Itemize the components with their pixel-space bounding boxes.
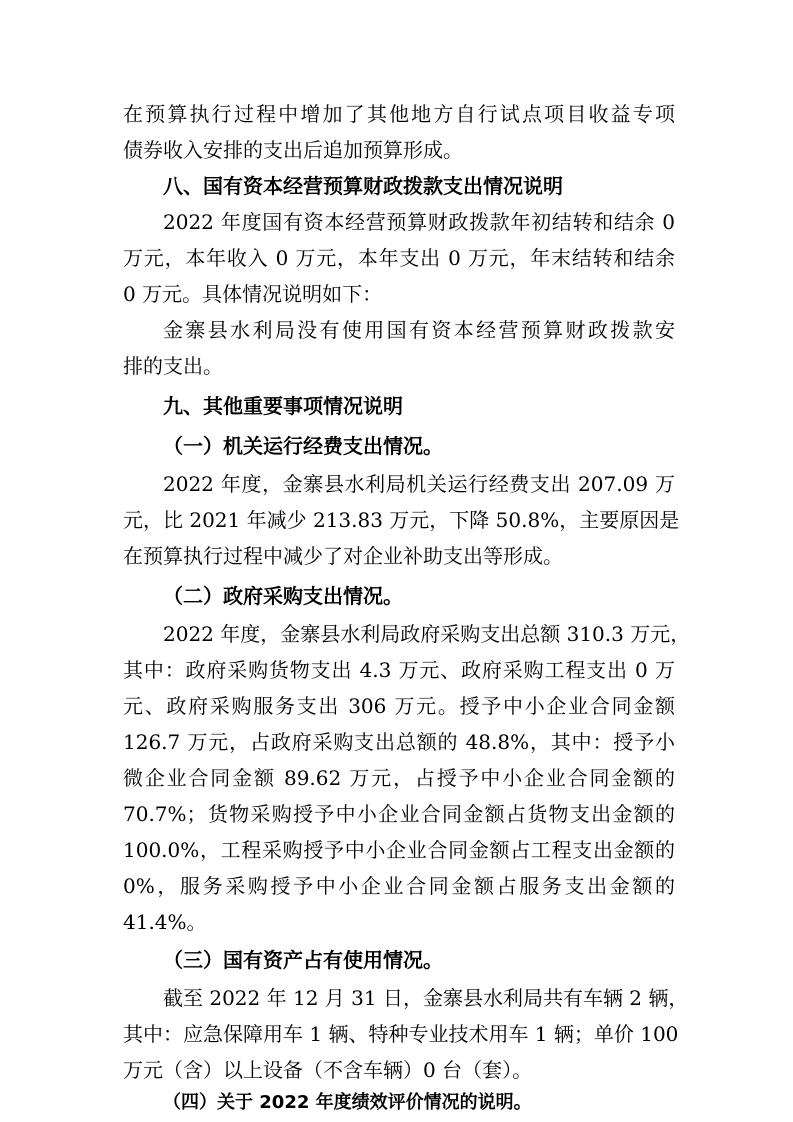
- paragraph-line: 其中：政府采购货物支出 4.3 万元、政府采购工程支出 0 万: [123, 658, 675, 682]
- paragraph-line: 微企业合同金额 89.62 万元，占授予中小企业合同金额的: [123, 766, 675, 790]
- paragraph-line: 0%，服务采购授予中小企业合同金额占服务支出金额的: [123, 874, 675, 898]
- subsection-heading-1: （一）机关运行经费支出情况。: [163, 434, 443, 458]
- section-heading-8: 八、国有资本经营预算财政拨款支出情况说明: [163, 174, 563, 198]
- paragraph-line: 元、政府采购服务支出 306 万元。授予中小企业合同金额: [123, 694, 675, 718]
- paragraph-line: 债券收入安排的支出后追加预算形成。: [123, 138, 463, 162]
- paragraph-line: 2022 年度，金寨县水利局政府采购支出总额 310.3 万元，: [163, 622, 691, 646]
- subsection-heading-3: （三）国有资产占有使用情况。: [163, 948, 443, 972]
- paragraph-line: 万元（含）以上设备（不含车辆）0 台（套）。: [123, 1058, 533, 1082]
- paragraph-line: 在预算执行过程中增加了其他地方自行试点项目收益专项: [123, 102, 675, 126]
- paragraph-line: 0 万元。具体情况说明如下：: [123, 282, 383, 306]
- paragraph-line: 其中：应急保障用车 1 辆、特种专业技术用车 1 辆；单价 100: [123, 1022, 679, 1046]
- paragraph-line: 41.4%。: [123, 910, 207, 934]
- paragraph-line: 截至 2022 年 12 月 31 日，金寨县水利局共有车辆 2 辆，: [163, 986, 689, 1010]
- paragraph-line: 金寨县水利局没有使用国有资本经营预算财政拨款安: [163, 318, 675, 342]
- paragraph-line: 2022 年度，金寨县水利局机关运行经费支出 207.09 万: [163, 472, 675, 496]
- paragraph-line: 100.0%，工程采购授予中小企业合同金额占工程支出金额的: [123, 838, 675, 862]
- paragraph-line: 万元，本年收入 0 万元，本年支出 0 万元，年末结转和结余: [123, 246, 675, 270]
- paragraph-line: 2022 年度国有资本经营预算财政拨款年初结转和结余 0: [163, 210, 675, 234]
- paragraph-line: 元，比 2021 年减少 213.83 万元，下降 50.8%，主要原因是: [123, 508, 680, 532]
- paragraph-line: 126.7 万元，占政府采购支出总额的 48.8%，其中：授予小: [123, 730, 675, 754]
- paragraph-line: 在预算执行过程中减少了对企业补助支出等形成。: [123, 544, 563, 568]
- paragraph-line: 70.7%；货物采购授予中小企业合同金额占货物支出金额的: [123, 802, 675, 826]
- subsection-heading-4: （四）关于 2022 年度绩效评价情况的说明。: [163, 1092, 532, 1113]
- subsection-heading-2: （二）政府采购支出情况。: [163, 584, 403, 608]
- section-heading-9: 九、其他重要事项情况说明: [163, 394, 403, 418]
- paragraph-line: 排的支出。: [123, 354, 223, 378]
